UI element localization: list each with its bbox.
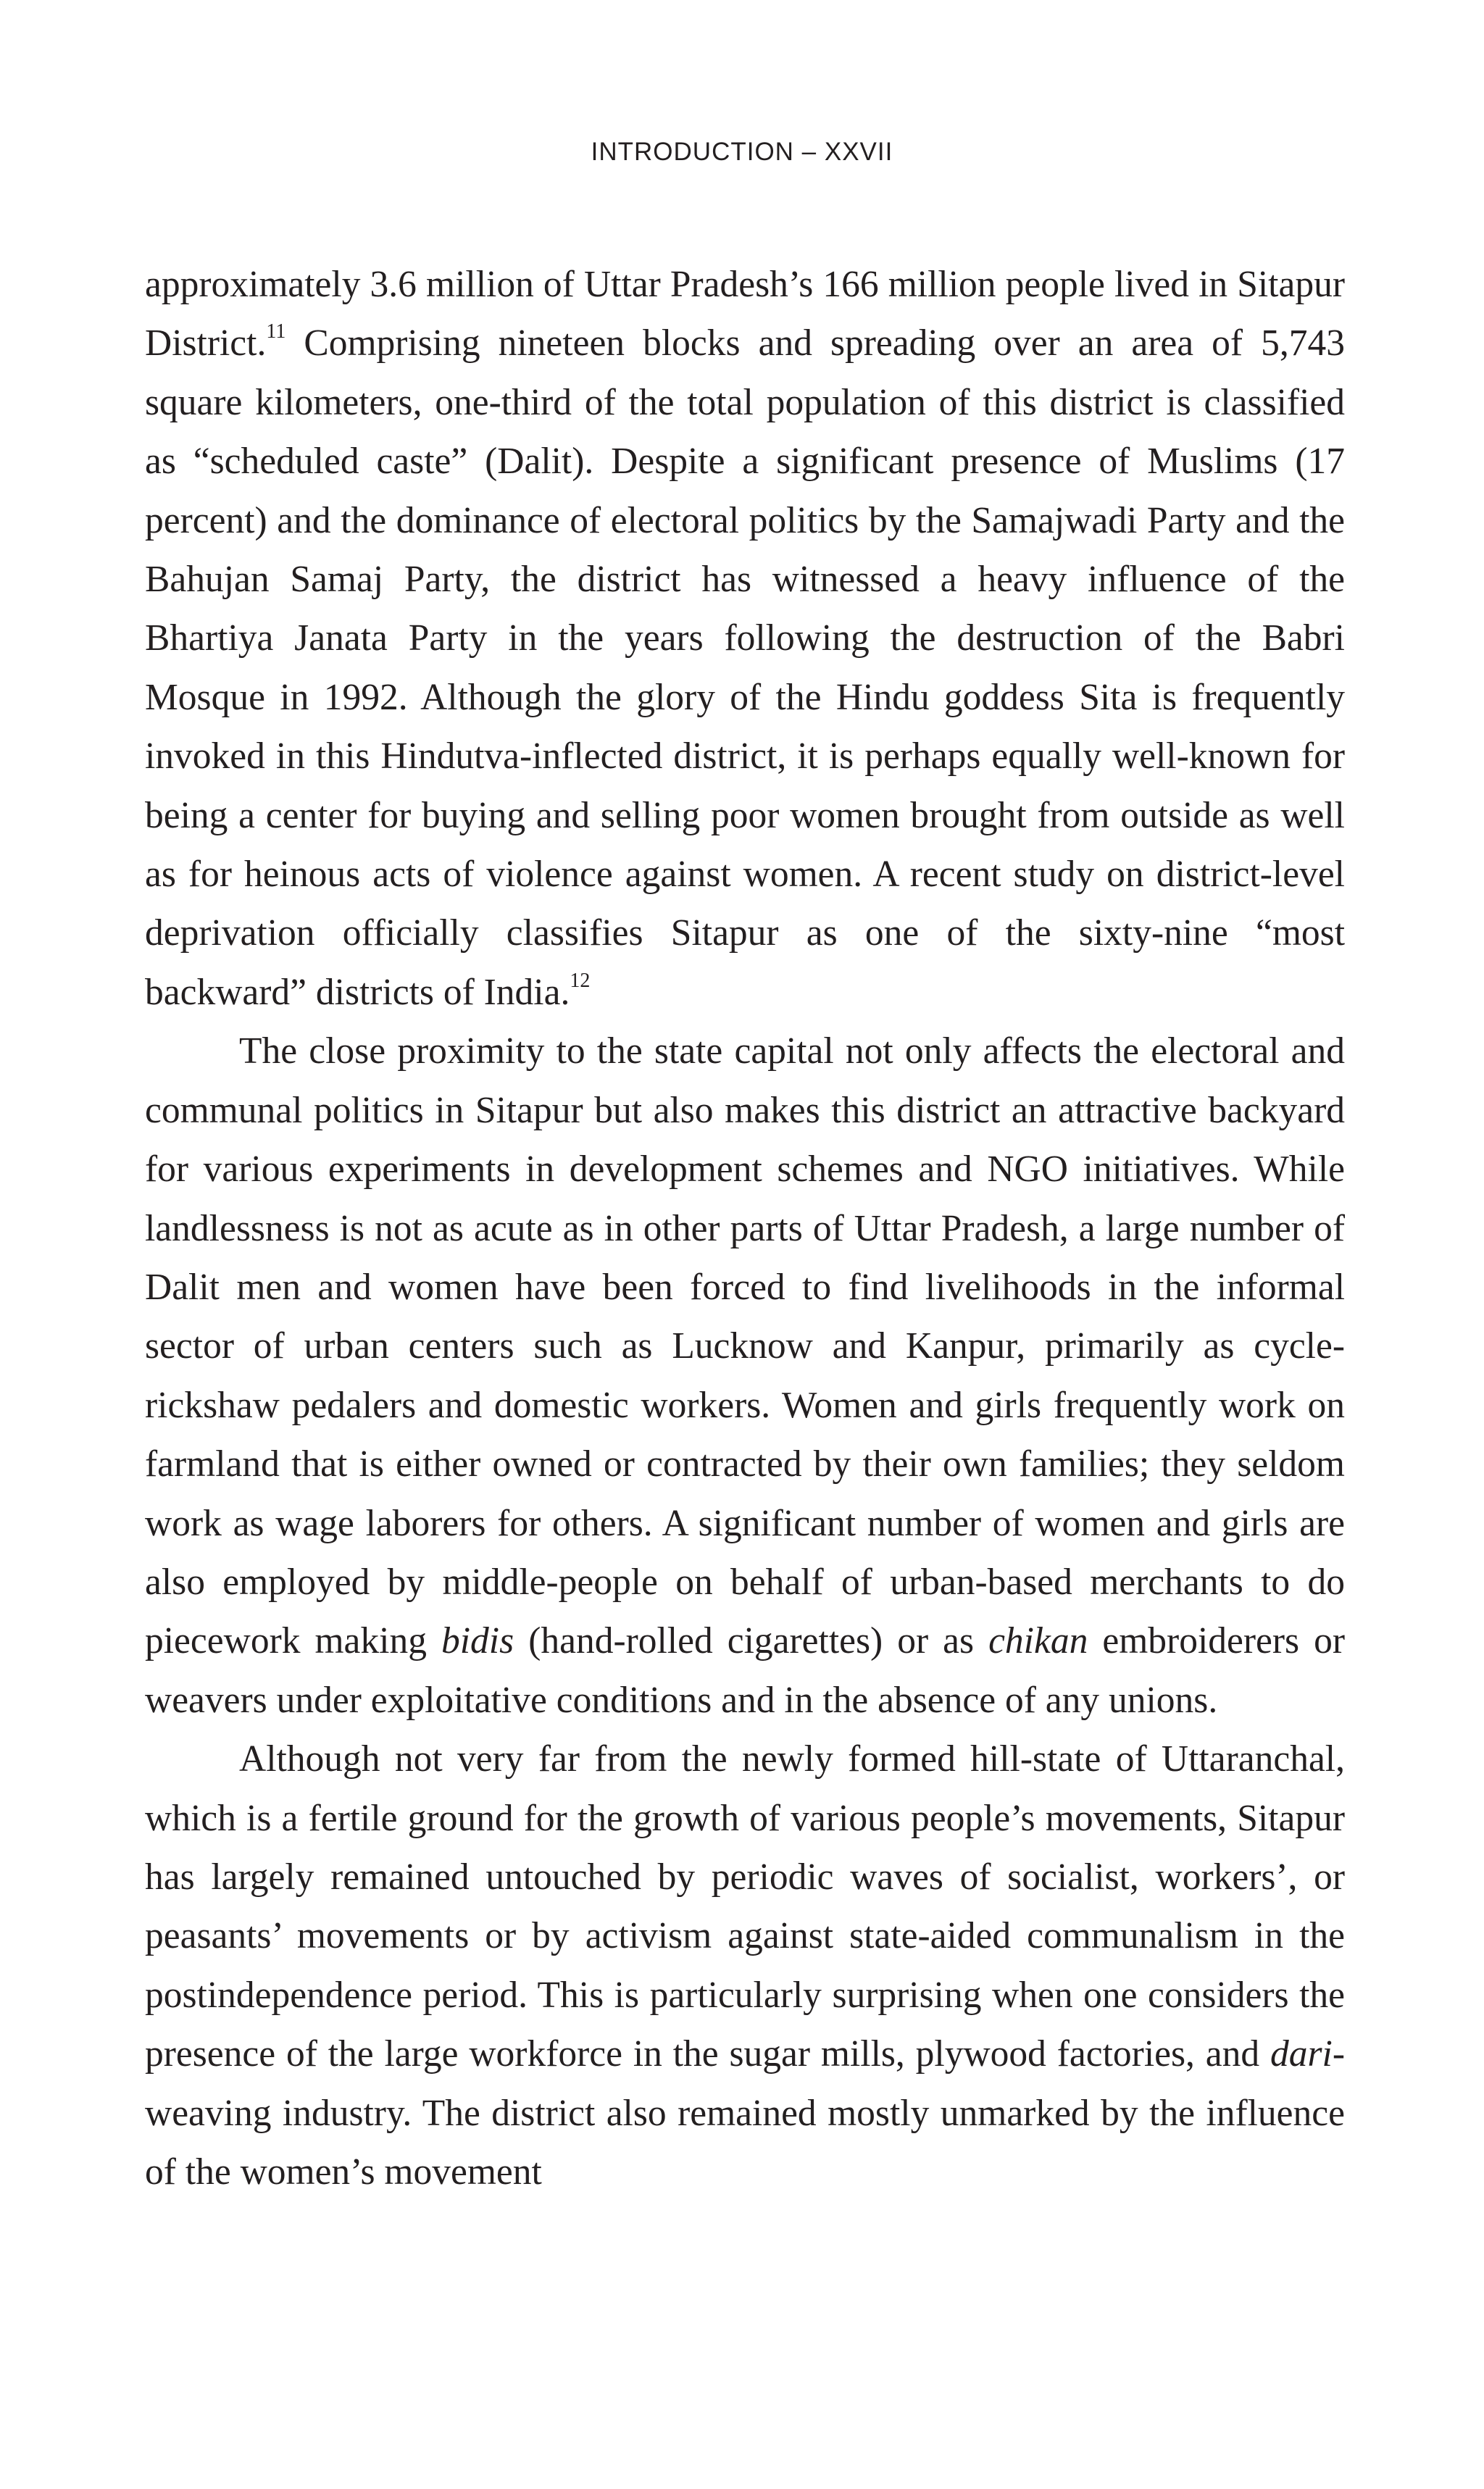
running-head: INTRODUCTION – XXVII bbox=[591, 138, 893, 166]
italic-term-chikan: chikan bbox=[988, 1620, 1088, 1662]
paragraph-2-text-b: (hand-rolled cigarettes) or as bbox=[514, 1620, 989, 1662]
body-text bbox=[145, 255, 1345, 2201]
paragraph-3 bbox=[145, 1730, 1345, 2201]
footnote-ref-11: 11 bbox=[266, 320, 286, 343]
paragraph-2-text-c: embroiderers or weavers under exploitative conditions and in the absence of any unions. bbox=[145, 1620, 1345, 1721]
paragraph-1-text-b: Comprising nineteen blocks and spreading over an area of 5,743 square kilometers, one-third of the total population of this district is classified as “scheduled caste” (Dalit). Despite a significant presence of Muslims (17 percent) and the dominance of electoral politics by the Samajwadi Party and the Bahujan Samaj Party, the district has witnessed a heavy influence of the Bhartiya Janata Party in the years following the destruction of the Babri Mosque in 1992. Although the glory of the Hindu goddess Sita is frequently invoked in this Hindutva-inflected district, it is perhaps equally well-known for being a center for buying and selling poor women brought from outside as well as for heinous acts of violence against women. A recent study on district-level deprivation officially classifies Sitapur as one of the sixty-nine “most backward” districts of India. bbox=[145, 322, 1345, 1013]
paragraph-3-text-a: Although not very far from the newly formed hill-state of Uttaranchal, which is a fertile ground for the growth of various people’s movements, Sitapur has largely remained untouched by periodic waves of socialist, workers’, or peasants’ movements or by activism against state-aided communalism in the postindependence period. This is particularly surprising when one considers the presence of the large workforce in the sugar mills, plywood factories, and bbox=[145, 1738, 1345, 2075]
paragraph-1-text-a: approximately 3.6 million of Uttar Pradesh’s 166 million people lived in Sitapur District. bbox=[145, 264, 1345, 364]
italic-term-dari: dari bbox=[1270, 2033, 1333, 2075]
paragraph-2 bbox=[145, 1022, 1345, 1730]
italic-term-bidis: bidis bbox=[441, 1620, 514, 1662]
paragraph-3-text-b: -weaving industry. The district also remained mostly unmarked by the influence of the women’s movement bbox=[145, 2033, 1345, 2193]
paragraph-1 bbox=[145, 255, 1345, 1022]
paragraph-2-text-a: The close proximity to the state capital not only affects the electoral and communal politics in Sitapur but also makes this district an attractive backyard for various experiments in development schemes and NGO initiatives. While landlessness is not as acute as in other parts of Uttar Pradesh, a large number of Dalit men and women have been forced to find livelihoods in the informal sector of urban centers such as Lucknow and Kanpur, primarily as cycle-rickshaw pedalers and domestic workers. Women and girls frequently work on farmland that is either owned or contracted by their own families; they seldom work as wage laborers for others. A significant number of women and girls are also employed by middle-people on behalf of urban-based merchants to do piecework making bbox=[145, 1030, 1345, 1662]
footnote-ref-12: 12 bbox=[570, 970, 591, 993]
